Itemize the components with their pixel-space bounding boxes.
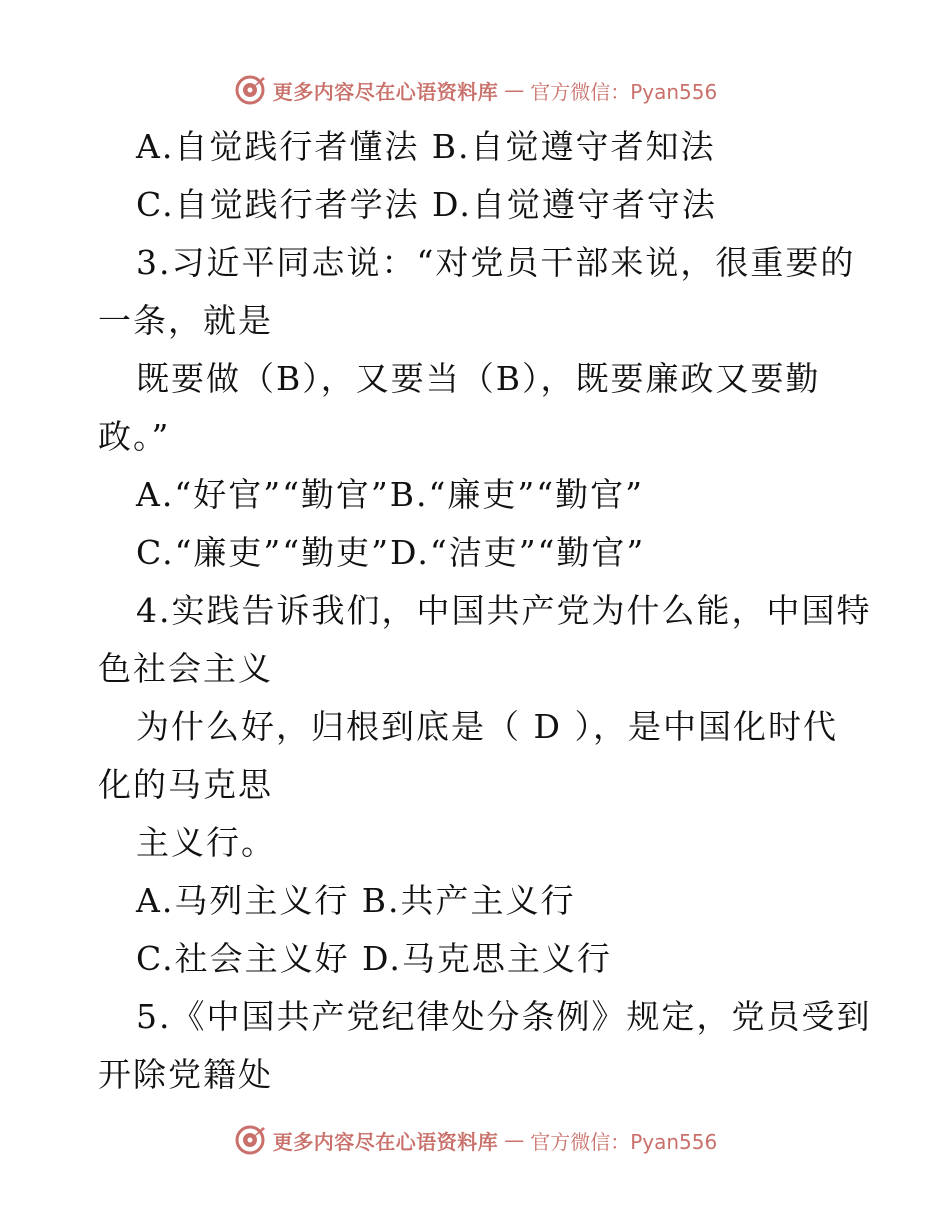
header-left-text: 更多内容尽在心语资料库 bbox=[272, 79, 499, 104]
text-line: A.自觉践行者懂法 B.自觉遵守者知法 bbox=[136, 127, 716, 166]
header-banner bbox=[0, 70, 950, 110]
header-watermark bbox=[233, 73, 718, 107]
text-line: 一条，就是 bbox=[98, 301, 273, 340]
footer-left-text: 更多内容尽在心语资料库 bbox=[272, 1129, 499, 1154]
footer-dash: — bbox=[504, 1128, 525, 1152]
text-line: 色社会主义 bbox=[98, 649, 273, 688]
footer-watermark bbox=[233, 1123, 718, 1157]
text-line: C.“廉吏”“勤吏”D.“洁吏”“勤官” bbox=[136, 533, 646, 572]
text-line: 政。” bbox=[98, 417, 171, 456]
text-line: A.“好官”“勤官”B.“廉吏”“勤官” bbox=[136, 475, 645, 514]
text-line: 主义行。 bbox=[136, 823, 276, 862]
header-right-text: 官方微信：Pyan556 bbox=[530, 79, 718, 104]
text-line: 3.习近平同志说：“对党员干部来说，很重要的 bbox=[136, 243, 856, 282]
text-line: 既要做（B），又要当（B），既要廉政又要勤 bbox=[136, 359, 821, 398]
text-line: 5.《中国共产党纪律处分条例》规定，党员受到 bbox=[136, 997, 872, 1036]
text-line: A.马列主义行 B.共产主义行 bbox=[136, 881, 576, 920]
text-line: 为什么好，归根到底是（ D ），是中国化时代 bbox=[136, 707, 838, 746]
text-line: 化的马克思 bbox=[98, 765, 273, 804]
text-line: C.自觉践行者学法 D.自觉遵守者守法 bbox=[136, 185, 717, 224]
document-body bbox=[98, 118, 872, 1104]
text-line: 4.实践告诉我们，中国共产党为什么能，中国特 bbox=[136, 591, 872, 630]
quill-seal-logo-icon bbox=[233, 1123, 267, 1157]
footer-banner bbox=[0, 1120, 950, 1160]
quill-seal-logo-icon bbox=[233, 73, 267, 107]
header-dash: — bbox=[504, 78, 525, 102]
text-line: 开除党籍处 bbox=[98, 1055, 273, 1094]
footer-right-text: 官方微信：Pyan556 bbox=[530, 1129, 718, 1154]
text-line: C.社会主义好 D.马克思主义行 bbox=[136, 939, 612, 978]
